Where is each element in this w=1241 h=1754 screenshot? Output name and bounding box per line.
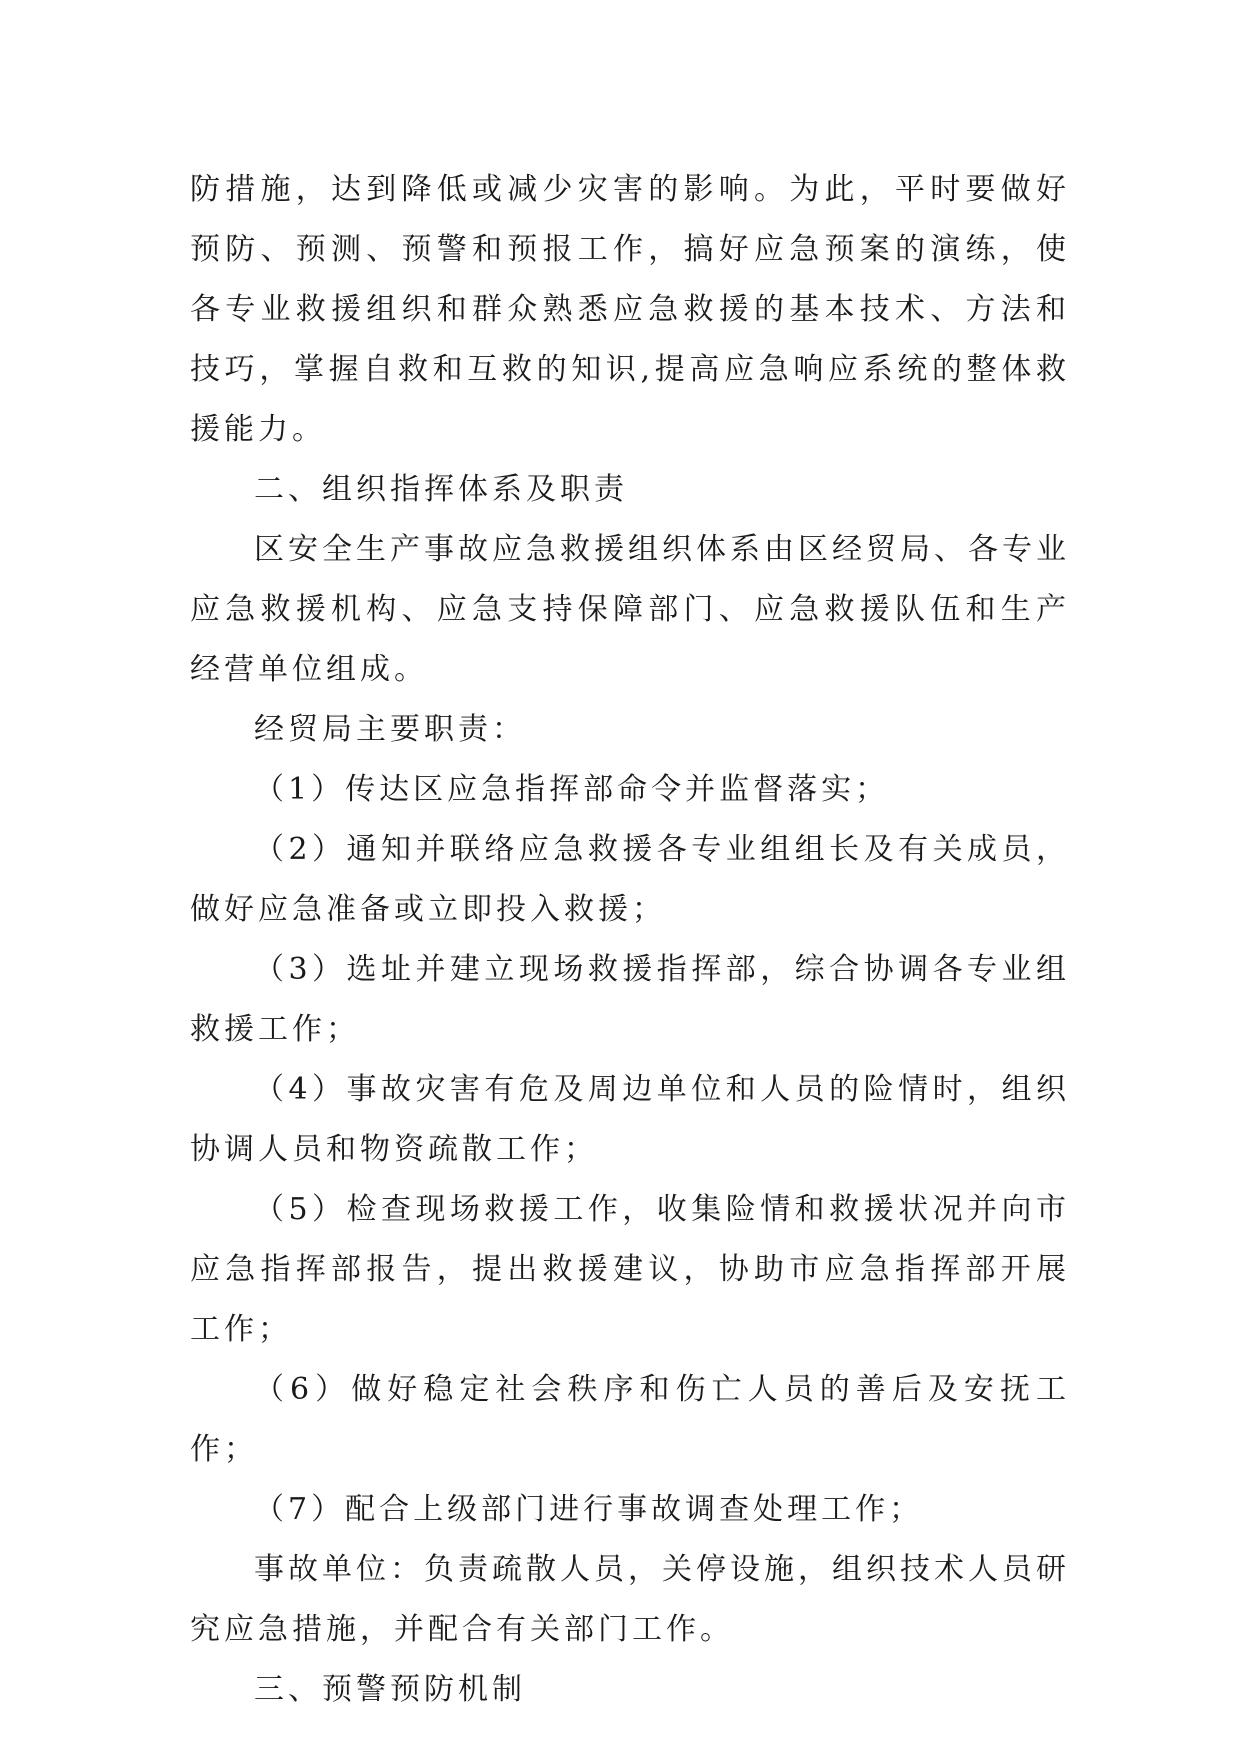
duty-item-2: （2）通知并联络应急救援各专业组组长及有关成员，做好应急准备或立即投入救援； xyxy=(190,832,1070,927)
paragraph-bureau-duties-title: 经贸局主要职责： xyxy=(254,712,526,747)
paragraph-prevention-measures: 防措施，达到降低或减少灾害的影响。为此，平时要做好预防、预测、预警和预报工作，搞好应急预案的演练，使各专业救援组织和群众熟悉应急救援的基本技术、方法和技巧，掌握自救和互救的知识,提高应急响应系统的整体救援能力。 xyxy=(190,172,1070,447)
duty-item-7: （7）配合上级部门进行事故调查处理工作； xyxy=(254,1492,924,1527)
section-heading-command-system: 二、组织指挥体系及职责 xyxy=(254,472,628,507)
duty-item-6: （6）做好稳定社会秩序和伤亡人员的善后及安抚工作； xyxy=(190,1372,1070,1467)
paragraph-organization-system: 区安全生产事故应急救援组织体系由区经贸局、各专业应急救援机构、应急支持保障部门、应急救援队伍和生产经营单位组成。 xyxy=(190,532,1070,687)
duty-item-4: （4）事故灾害有危及周边单位和人员的险情时，组织协调人员和物资疏散工作； xyxy=(190,1072,1070,1167)
duty-item-1: （1）传达区应急指挥部命令并监督落实； xyxy=(254,772,890,807)
section-heading-early-warning: 三、预警预防机制 xyxy=(254,1672,526,1707)
document-body xyxy=(190,160,1070,1720)
paragraph-accident-unit: 事故单位：负责疏散人员，关停设施，组织技术人员研究应急措施，并配合有关部门工作。 xyxy=(190,1552,1070,1647)
duty-item-5: （5）检查现场救援工作，收集险情和救援状况并向市应急指挥部报告，提出救援建议，协助市应急指挥部开展工作； xyxy=(190,1192,1070,1347)
duty-item-3: （3）选址并建立现场救援指挥部，综合协调各专业组救援工作； xyxy=(190,952,1070,1047)
